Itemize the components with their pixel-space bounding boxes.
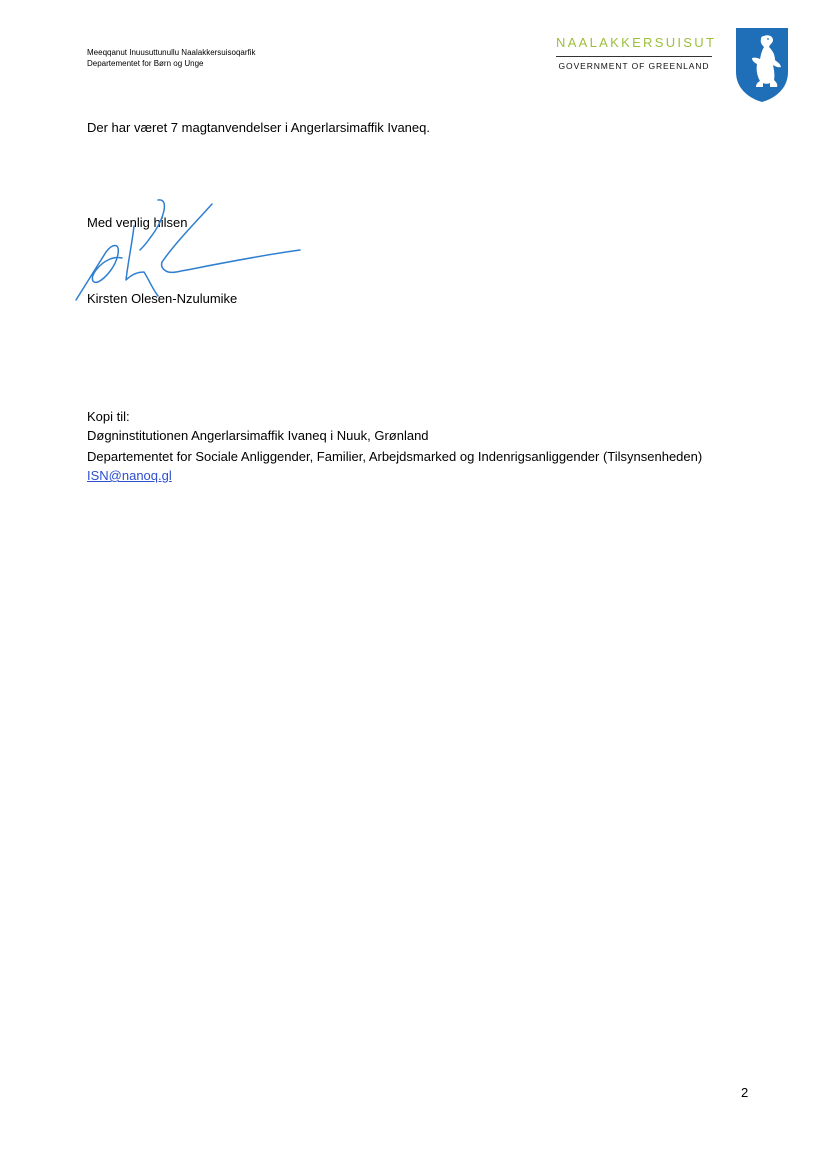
handwritten-signature <box>74 192 306 304</box>
government-name-kl: NAALAKKERSUISUT <box>556 35 717 50</box>
greenland-coat-of-arms-icon <box>734 26 790 104</box>
closing-text: Med venlig hilsen <box>87 215 188 230</box>
department-name-da: Departementet for Børn og Unge <box>87 59 204 68</box>
department-header <box>87 47 256 69</box>
copy-label: Kopi til: <box>87 409 130 424</box>
government-name-en: GOVERNMENT OF GREENLAND <box>558 61 710 71</box>
page-number: 2 <box>741 1085 749 1100</box>
signer-name: Kirsten Olesen-Nzulumike <box>87 291 238 306</box>
department-name-kl: Meeqqanut Inuusuttunullu Naalakkersuisoqarfik <box>87 48 256 57</box>
wordmark-divider <box>556 56 712 57</box>
email-link[interactable]: ISN@nanoq.gl <box>87 468 172 483</box>
government-wordmark <box>556 35 717 72</box>
statement-text: Der har været 7 magtanvendelser i Angerlarsimaffik Ivaneq. <box>87 120 430 135</box>
copy-recipient-2: Departementet for Sociale Anliggender, Familier, Arbejdsmarked og Indenrigsanliggender (Tilsynsenheden) <box>87 449 703 464</box>
copy-recipient-1: Døgninstitutionen Angerlarsimaffik Ivaneq i Nuuk, Grønland <box>87 428 429 443</box>
